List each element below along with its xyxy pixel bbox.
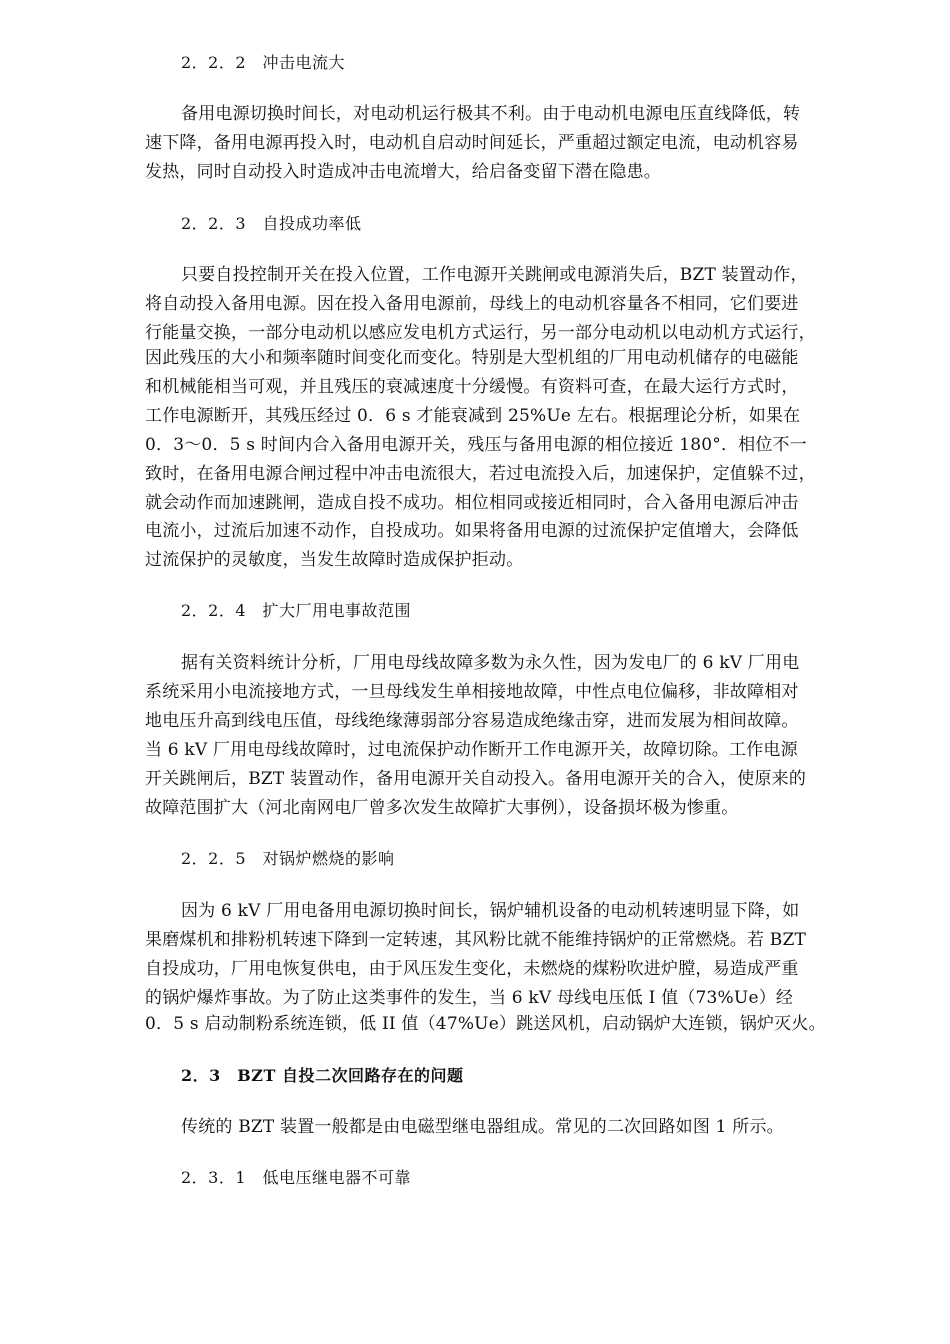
paragraph-line: 0．5 s 启动制粉系统连锁，低 II 值（47%Ue）跳送风机，启动锅炉大连锁，锅炉灭火。 [145, 1014, 826, 1034]
heading-2-2-4: 2．2．4 扩大厂用电事故范围 [181, 601, 412, 620]
paragraph-line: 果磨煤机和排粉机转速下降到一定转速，其风粉比就不能维持锅炉的正常燃烧。若 BZT [145, 930, 807, 950]
heading-2-3: 2．3 BZT 自投二次回路存在的问题 [181, 1066, 464, 1085]
paragraph-line: 开关跳闸后，BZT 装置动作，备用电源开关自动投入。备用电源开关的合入，使原来的 [145, 769, 807, 789]
paragraph-line: 当 6 kV 厂用电母线故障时，过电流保护动作断开工作电源开关，故障切除。工作电源 [145, 740, 798, 760]
paragraph-line: 0．3～0．5 s 时间内合入备用电源开关，残压与备用电源的相位接近 180°．相位不一 [145, 435, 807, 455]
paragraph-line: 故障范围扩大（河北南网电厂曾多次发生故障扩大事例），设备损坏极为惨重。 [145, 798, 739, 818]
heading-2-2-3: 2．2．3 自投成功率低 [181, 214, 362, 233]
heading-2-3-1: 2．3．1 低电压继电器不可靠 [181, 1168, 412, 1187]
paragraph-line: 致时，在备用电源合闸过程中冲击电流很大，若过电流投入后，加速保护，定值躲不过， [145, 464, 816, 484]
paragraph-line: 电流小，过流后加速不动作，自投成功。如果将备用电源的过流保护定值增大，会降低 [145, 521, 799, 541]
paragraph-line: 工作电源断开，其残压经过 0．6 s 才能衰减到 25%Ue 左右。根据理论分析，如果在 [145, 406, 801, 426]
paragraph-line: 发热，同时自动投入时造成冲击电流增大，给启备变留下潜在隐患。 [145, 162, 661, 182]
paragraph-line: 将自动投入备用电源。因在投入备用电源前，母线上的电动机容量各不相同，它们要进 [145, 294, 799, 314]
paragraph-line: 行能量交换，一部分电动机以感应发电机方式运行，另一部分电动机以电动机方式运行， [145, 323, 816, 343]
paragraph-line: 速下降，备用电源再投入时，电动机自启动时间延长，严重超过额定电流，电动机容易 [145, 133, 799, 153]
paragraph-line: 系统采用小电流接地方式，一旦母线发生单相接地故障，中性点电位偏移，非故障相对 [145, 682, 799, 702]
paragraph-line: 因此残压的大小和频率随时间变化而变化。特别是大型机组的厂用电动机储存的电磁能 [145, 348, 799, 368]
paragraph-line: 备用电源切换时间长，对电动机运行极其不利。由于电动机电源电压直线降低，转 [181, 104, 801, 124]
paragraph-line: 地电压升高到线电压值，母线绝缘薄弱部分容易造成绝缘击穿，进而发展为相间故障。 [145, 711, 799, 731]
paragraph-line: 传统的 BZT 装置一般都是由电磁型继电器组成。常见的二次回路如图 1 所示。 [181, 1117, 784, 1137]
paragraph-line: 因为 6 kV 厂用电备用电源切换时间长，锅炉辅机设备的电动机转速明显下降，如 [181, 901, 800, 921]
heading-2-2-2: 2．2．2 冲击电流大 [181, 53, 346, 72]
paragraph-line: 据有关资料统计分析，厂用电母线故障多数为永久性，因为发电厂的 6 kV 厂用电 [181, 653, 800, 673]
heading-2-2-5: 2．2．5 对锅炉燃烧的影响 [181, 849, 395, 868]
paragraph-line: 自投成功，厂用电恢复供电，由于风压发生变化，未燃烧的煤粉吹进炉膛，易造成严重 [145, 959, 799, 979]
paragraph-line: 就会动作而加速跳闸，造成自投不成功。相位相同或接近相同时，合入备用电源后冲击 [145, 493, 799, 513]
paragraph-line: 的锅炉爆炸事故。为了防止这类事件的发生，当 6 kV 母线电压低 I 值（73%Ue）经 [145, 988, 794, 1008]
paragraph-line: 和机械能相当可观，并且残压的衰减速度十分缓慢。有资料可查，在最大运行方式时， [145, 377, 799, 397]
paragraph-line: 只要自投控制开关在投入位置，工作电源开关跳闸或电源消失后，BZT 装置动作， [181, 265, 808, 285]
paragraph-line: 过流保护的灵敏度，当发生故障时造成保护拒动。 [145, 550, 524, 570]
